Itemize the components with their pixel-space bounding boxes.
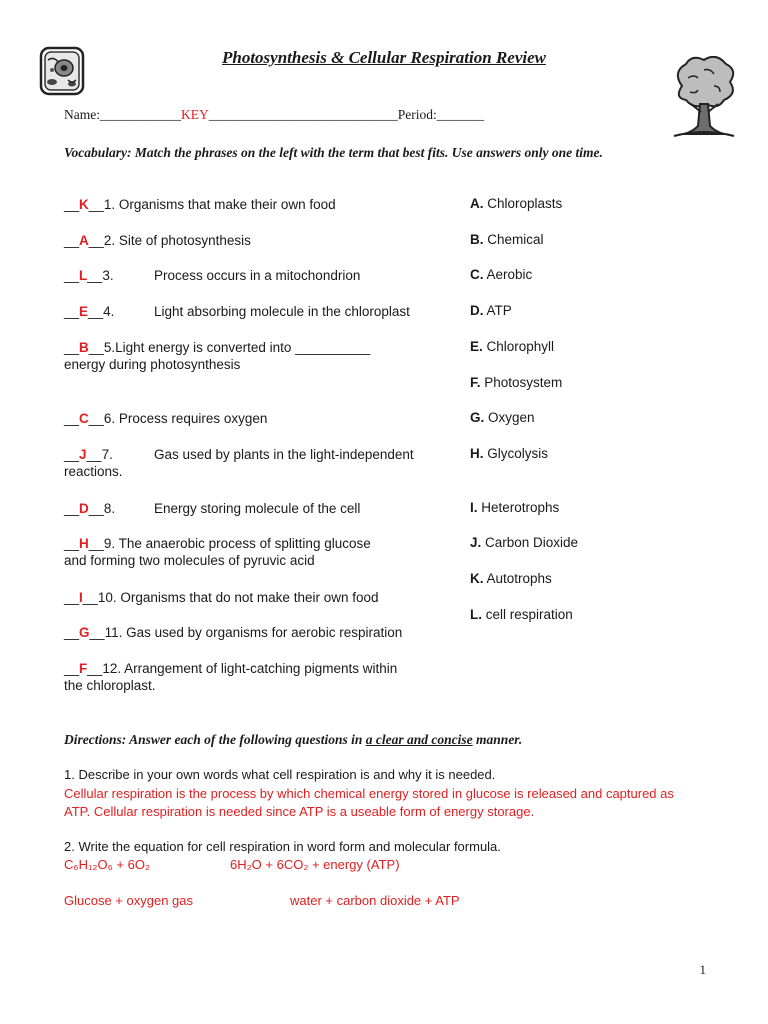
- question-text: Light energy is converted into __________: [115, 340, 371, 355]
- question-number: 6.: [103, 411, 116, 426]
- question-text: The anaerobic process of splitting glucose: [115, 536, 371, 551]
- q2-formula-products: 6H₂O + 6CO₂ + energy (ATP): [230, 857, 400, 872]
- answer-8: D: [79, 501, 89, 516]
- question-text-continued: and forming two molecules of pyruvic acid: [64, 553, 315, 568]
- question-number: 2.: [103, 233, 116, 248]
- question-text: Arrangement of light-catching pigments within: [121, 661, 398, 676]
- question-7: __J__7. Gas used by plants in the light-independent reactions.: [64, 447, 414, 479]
- q2-words-products: water + carbon dioxide + ATP: [290, 893, 460, 908]
- option-b: B. Chemical: [470, 232, 544, 247]
- answer-10: I: [79, 590, 83, 605]
- question-5: __B__5.Light energy is converted into __________ energy during photosynthesis: [64, 340, 371, 372]
- q2-formula-reactants: C₆H₁₂O₆ + 6O₂: [64, 857, 151, 872]
- period-label: ____________________________Period:_______: [208, 107, 484, 122]
- option-e: E. Chlorophyll: [470, 339, 555, 354]
- question-12: __F__12. Arrangement of light-catching pigments within the chloroplast.: [64, 661, 398, 693]
- name-value: KEY: [181, 107, 209, 122]
- question-text-continued: reactions.: [64, 464, 123, 479]
- option-l: L. cell respiration: [470, 607, 573, 622]
- question-number: 4.: [103, 304, 115, 319]
- answer-3: L: [79, 268, 88, 283]
- answer-7: J: [79, 447, 87, 462]
- question-9: __H__9. The anaerobic process of splitting glucose and forming two molecules of pyruvic acid: [64, 536, 371, 568]
- question-text-continued: energy during photosynthesis: [64, 357, 241, 372]
- question-3: __L__3. Process occurs in a mitochondrion: [64, 268, 361, 283]
- name-label: Name:____________: [64, 107, 181, 122]
- question-1: __K__1. Organisms that make their own food: [64, 197, 336, 212]
- option-c: C. Aerobic: [470, 267, 533, 282]
- vocabulary-instructions: Vocabulary: Match the phrases on the left with the term that best fits. Use answers only one time.: [64, 145, 603, 160]
- question-text: Process occurs in a mitochondrion: [154, 268, 361, 283]
- answer-4: E: [79, 304, 89, 319]
- question-text: Organisms that do not make their own food: [116, 590, 379, 605]
- option-f: F. Photosystem: [470, 375, 563, 390]
- question-4: __E__4. Light absorbing molecule in the chloroplast: [64, 304, 410, 319]
- option-j: J. Carbon Dioxide: [470, 535, 579, 550]
- question-text: Site of photosynthesis: [115, 233, 251, 248]
- page-number: 1: [699, 962, 706, 977]
- q1-prompt: 1. Describe in your own words what cell respiration is and why it is needed.: [64, 767, 496, 782]
- answer-9: H: [79, 536, 89, 551]
- q2-words-reactants: Glucose + oxygen gas: [64, 893, 193, 908]
- page-title: Photosynthesis & Cellular Respiration Review: [222, 48, 546, 67]
- question-text: Gas used by organisms for aerobic respiration: [122, 625, 403, 640]
- option-d: D. ATP: [470, 303, 512, 318]
- question-number: 9.: [103, 536, 116, 551]
- question-number: 7.: [101, 447, 113, 462]
- question-text: Organisms that make their own food: [115, 197, 336, 212]
- question-number: 3.: [102, 268, 114, 283]
- question-11: __G__11. Gas used by organisms for aerobic respiration: [64, 625, 403, 640]
- question-10: __I__10. Organisms that do not make their own food: [64, 590, 379, 605]
- option-h: H. Glycolysis: [470, 446, 549, 461]
- option-k: K. Autotrophs: [470, 571, 552, 586]
- answer-11: G: [79, 625, 90, 640]
- q1-answer-line1: Cellular respiration is the process by which chemical energy stored in glucose is released and captured as: [64, 786, 674, 801]
- question-text: Light absorbing molecule in the chloroplast: [154, 304, 410, 319]
- question-number: 11.: [104, 625, 123, 640]
- question-number: 12.: [102, 661, 122, 676]
- directions-underlined: a clear and concise: [365, 732, 473, 747]
- answer-12: F: [79, 661, 88, 676]
- question-text: Energy storing molecule of the cell: [154, 501, 361, 516]
- option-g: G. Oxygen: [470, 410, 535, 425]
- answer-2: A: [79, 233, 89, 248]
- question-number: 10.: [97, 590, 117, 605]
- question-text-continued: the chloroplast.: [64, 678, 156, 693]
- name-period-line: [64, 107, 484, 123]
- tree-icon: [668, 56, 740, 142]
- question-2: __A__2. Site of photosynthesis: [64, 233, 251, 248]
- answer-1: K: [79, 197, 89, 212]
- question-number: 5.: [103, 340, 116, 355]
- option-a: A. Chloroplasts: [470, 196, 563, 211]
- option-i: I. Heterotrophs: [470, 500, 560, 515]
- question-8: __D__8. Energy storing molecule of the cell: [64, 501, 361, 516]
- directions-heading: Directions: Answer each of the following questions in a clear and concise manner.: [64, 732, 523, 747]
- answer-5: B: [79, 340, 89, 355]
- question-text: Process requires oxygen: [115, 411, 268, 426]
- q2-prompt: 2. Write the equation for cell respiration in word form and molecular formula.: [64, 839, 501, 854]
- question-number: 8.: [103, 501, 116, 516]
- question-6: __C__6. Process requires oxygen: [64, 411, 268, 426]
- question-text: Gas used by plants in the light-independent: [154, 447, 414, 462]
- answer-6: C: [79, 411, 89, 426]
- q1-answer-line2: ATP. Cellular respiration is needed since ATP is a useable form of energy storage.: [64, 804, 535, 819]
- question-number: 1.: [103, 197, 116, 212]
